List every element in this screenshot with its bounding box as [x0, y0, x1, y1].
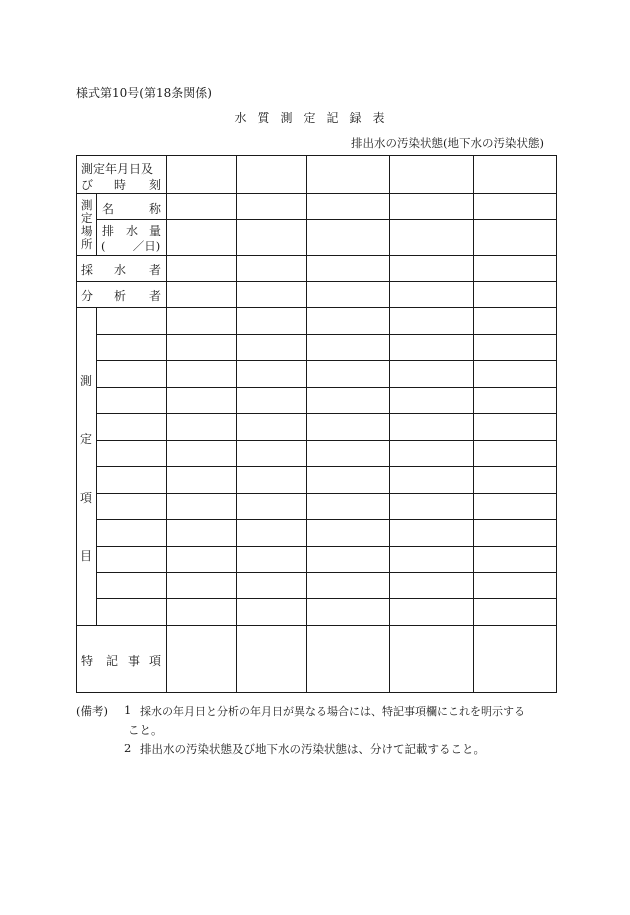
remarks-label-d: 項 — [149, 654, 162, 668]
note-2-number: 2 — [124, 741, 132, 755]
place-group-2: 定 — [81, 211, 93, 225]
items-group-3: 項 — [80, 491, 93, 505]
name-label-b: 称 — [149, 202, 162, 216]
items-group-1: 測 — [80, 374, 93, 388]
name-label-a: 名 — [102, 202, 115, 216]
discharge-unit: ( ／日) — [101, 239, 161, 253]
document-title: 水質測定記録表 — [234, 111, 396, 125]
sampler-label-a: 採 — [81, 263, 94, 277]
note-1-line2: こと。 — [128, 723, 163, 737]
remarks-label-a: 特 — [81, 654, 94, 668]
analyst-label-a: 分 — [81, 289, 94, 303]
analyst-label-b: 析 — [114, 289, 127, 303]
remarks-label-c: 事 — [128, 654, 141, 668]
discharge-label-b: 水 — [126, 224, 139, 238]
note-1-number: 1 — [124, 703, 132, 717]
date-label-line2c: 刻 — [149, 178, 162, 192]
notes-heading: (備考) — [76, 704, 108, 718]
sampler-label-b: 水 — [114, 263, 127, 277]
note-2-line1: 排出水の汚染状態及び地下水の汚染状態は、分けて記載すること。 — [140, 742, 485, 756]
items-group-4: 目 — [80, 549, 93, 563]
date-label-line2b: 時 — [114, 178, 127, 192]
discharge-label-c: 量 — [149, 224, 162, 238]
date-label-line1: 測定年月日及 — [81, 162, 154, 176]
remarks-label-b: 記 — [106, 654, 119, 668]
document-subtitle: 排出水の汚染状態(地下水の汚染状態) — [351, 136, 544, 150]
items-group-2: 定 — [80, 432, 93, 446]
sampler-label-c: 者 — [149, 263, 162, 277]
discharge-label-a: 排 — [102, 224, 115, 238]
analyst-label-c: 者 — [149, 289, 162, 303]
place-group-3: 場 — [81, 224, 93, 238]
place-group-1: 測 — [81, 198, 93, 212]
place-group-4: 所 — [81, 237, 93, 251]
note-1-line1: 採水の年月日と分析の年月日が異なる場合には、特記事項欄にこれを明示する — [140, 705, 525, 718]
date-label-line2a: び — [81, 178, 94, 192]
form-number: 様式第10号(第18条関係) — [76, 86, 212, 100]
